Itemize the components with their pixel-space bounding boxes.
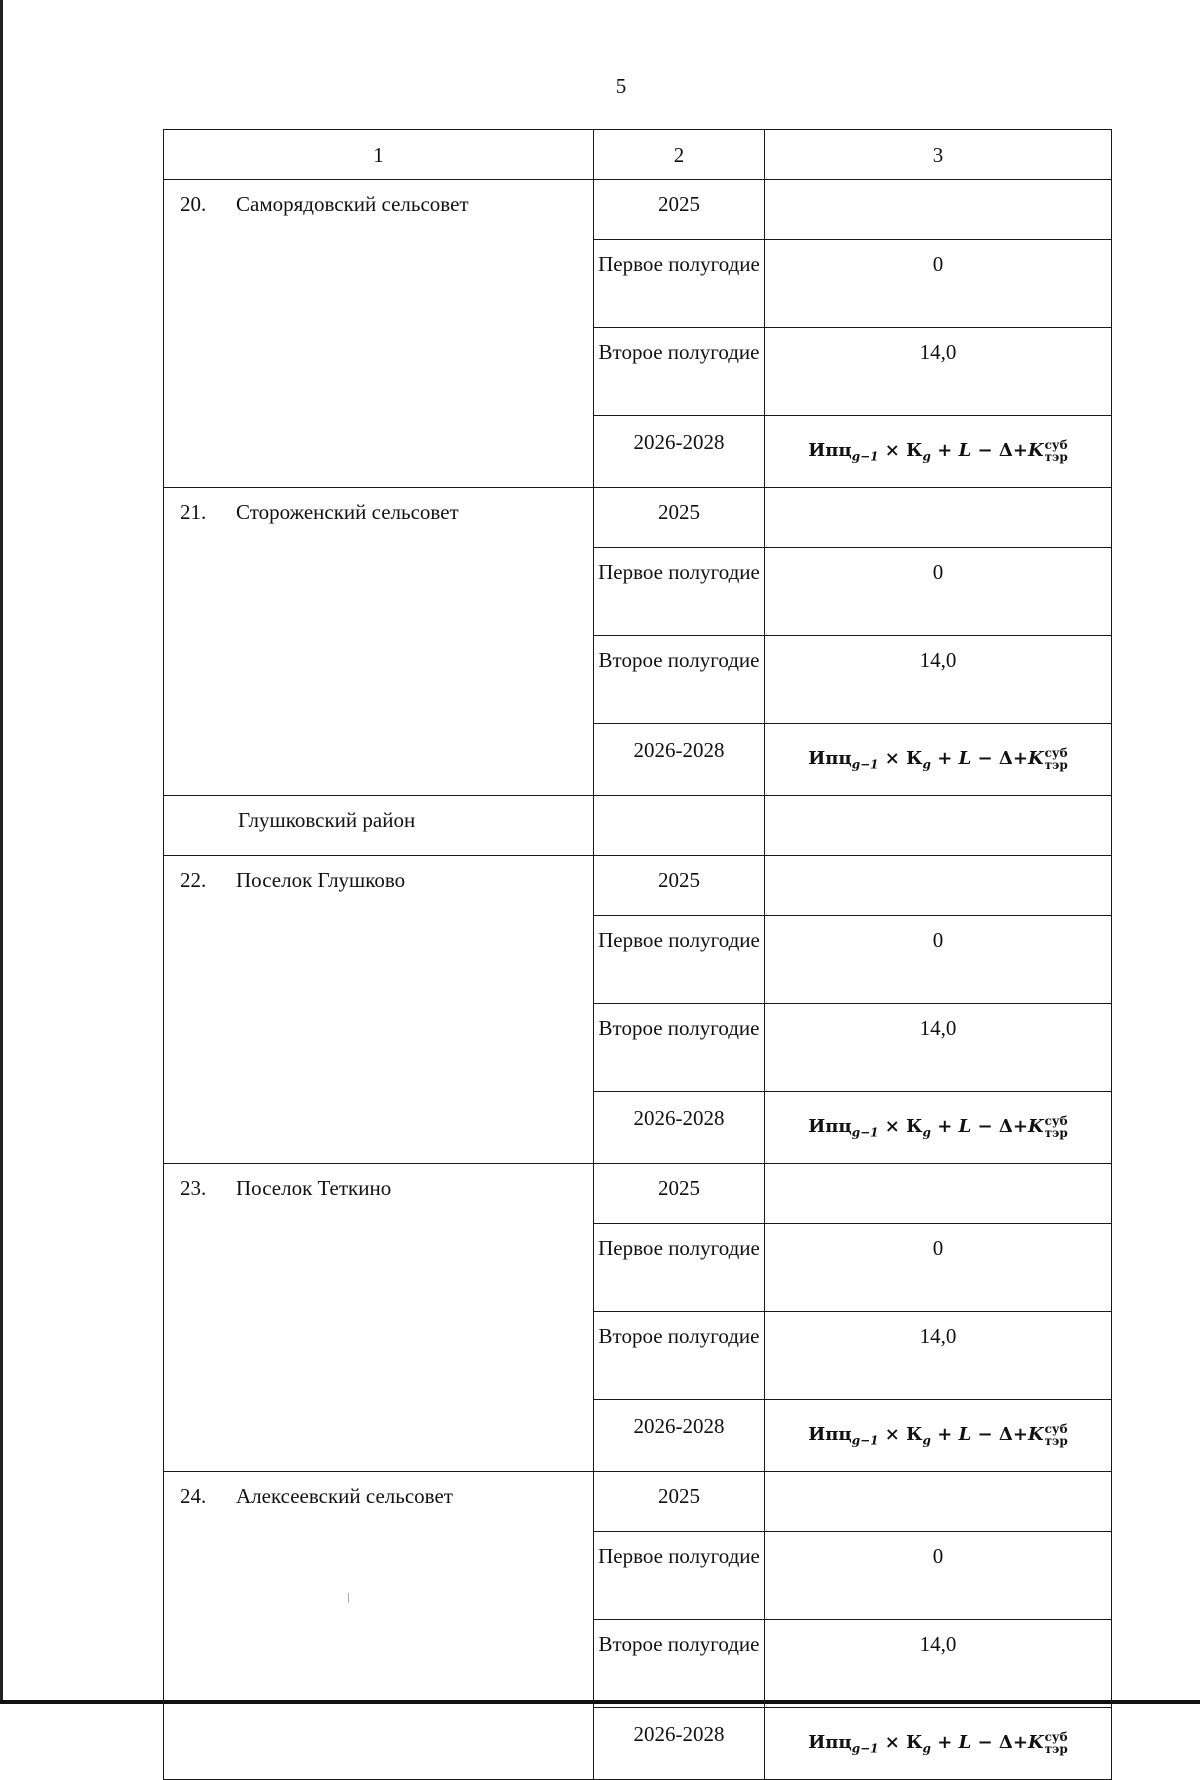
- formula-sub-g-1: g−1: [851, 1433, 879, 1448]
- second-half-value: 14,0: [765, 1004, 1112, 1092]
- formula-l: L: [958, 1115, 972, 1137]
- table-header-row: [164, 130, 1112, 180]
- formula-k: К: [906, 1423, 923, 1445]
- formula-sup-sub: [1045, 439, 1068, 463]
- formula-sup-sub-label: суб: [1044, 1421, 1068, 1436]
- row-number: 20.: [180, 192, 207, 216]
- formula-k: К: [906, 1731, 923, 1753]
- region-empty-cell: [765, 796, 1112, 856]
- first-half-value: 0: [765, 1532, 1112, 1620]
- settlement-name: Саморядовский сельсовет: [236, 192, 469, 216]
- formula-delta: Δ: [998, 1423, 1013, 1445]
- formula-sub-g: g: [922, 1433, 931, 1448]
- formula-k: К: [906, 1115, 923, 1137]
- formula-plus-2: +: [1012, 747, 1028, 769]
- first-half-cell: Первое полугодие: [594, 1532, 765, 1620]
- table-row: [164, 1472, 1112, 1532]
- years-range-cell: 2026-2028: [594, 416, 765, 488]
- row-number: 21.: [180, 500, 207, 524]
- row-number: 24.: [180, 1484, 207, 1508]
- scan-left-edge: [0, 0, 3, 1704]
- first-half-value: 0: [765, 1224, 1112, 1312]
- year-value-cell: [765, 180, 1112, 240]
- formula-k-ter: K: [1027, 1115, 1044, 1137]
- year-cell: 2025: [594, 1164, 765, 1224]
- settlement-name: Стороженский сельсовет: [236, 500, 459, 524]
- row-number: 22.: [180, 868, 207, 892]
- settlement-name-cell: [164, 1472, 594, 1780]
- table-row: [164, 1164, 1112, 1224]
- table-body: [164, 130, 1112, 1780]
- table-row: [164, 180, 1112, 240]
- row-number: 23.: [180, 1176, 207, 1200]
- formula-times: ×: [884, 747, 900, 769]
- formula-ipc: Ипц: [808, 439, 852, 461]
- year-cell: 2025: [594, 180, 765, 240]
- year-value-cell: [765, 856, 1112, 916]
- second-half-value: 14,0: [765, 1312, 1112, 1400]
- region-empty-cell: [594, 796, 765, 856]
- first-half-cell: Первое полугодие: [594, 240, 765, 328]
- year-cell: 2025: [594, 1472, 765, 1532]
- formula-sup-sub: [1045, 1115, 1068, 1139]
- year-value-cell: [765, 1164, 1112, 1224]
- formula-cell: [765, 724, 1112, 796]
- settlement-name: Алексеевский сельсовет: [236, 1484, 453, 1508]
- formula-sub-g: g: [922, 449, 931, 464]
- second-half-cell: Второе полугодие: [594, 1004, 765, 1092]
- formula-cell: [765, 1400, 1112, 1472]
- formula-delta: Δ: [998, 747, 1013, 769]
- formula-k-ter: K: [1027, 439, 1044, 461]
- first-half-cell: Первое полугодие: [594, 916, 765, 1004]
- second-half-cell: Второе полугодие: [594, 328, 765, 416]
- year-cell: 2025: [594, 856, 765, 916]
- second-half-value: 14,0: [765, 636, 1112, 724]
- formula-delta: Δ: [998, 1115, 1013, 1137]
- formula-minus: −: [977, 747, 993, 769]
- region-name: Глушковский район: [164, 796, 594, 856]
- settlement-name-cell: [164, 488, 594, 796]
- formula-plus: +: [937, 1423, 953, 1445]
- formula-times: ×: [884, 439, 900, 461]
- page-number: 5: [615, 74, 627, 98]
- formula-sub-ter: тэр: [1044, 1125, 1068, 1140]
- table-row: [164, 856, 1112, 916]
- year-value-cell: [765, 488, 1112, 548]
- region-row: [164, 796, 1112, 856]
- years-range-cell: 2026-2028: [594, 1708, 765, 1780]
- first-half-cell: Первое полугодие: [594, 1224, 765, 1312]
- formula-sup-sub-label: суб: [1044, 437, 1068, 452]
- formula-minus: −: [977, 1115, 993, 1137]
- tariff-table: [163, 129, 1112, 1780]
- formula-sup-sub: [1045, 1731, 1068, 1755]
- formula-sub-ter: тэр: [1044, 1741, 1068, 1756]
- first-half-value: 0: [765, 240, 1112, 328]
- formula-ipc: Ипц: [808, 1423, 852, 1445]
- settlement-name: Поселок Теткино: [236, 1176, 392, 1200]
- formula-ipc: Ипц: [808, 747, 852, 769]
- formula-plus: +: [937, 747, 953, 769]
- years-range-cell: 2026-2028: [594, 1092, 765, 1164]
- formula-sub-ter: тэр: [1044, 449, 1068, 464]
- second-half-cell: Второе полугодие: [594, 636, 765, 724]
- formula-sub-ter: тэр: [1044, 757, 1068, 772]
- header-col-2: 2: [594, 130, 765, 180]
- formula-delta: Δ: [998, 439, 1013, 461]
- formula-ipc: Ипц: [808, 1115, 852, 1137]
- formula-plus-2: +: [1012, 1731, 1028, 1753]
- formula-l: L: [958, 439, 972, 461]
- formula-minus: −: [977, 1731, 993, 1753]
- formula-plus: +: [937, 1115, 953, 1137]
- formula-sub-g: g: [922, 1741, 931, 1756]
- formula-cell: [765, 416, 1112, 488]
- settlement-name-cell: [164, 180, 594, 488]
- formula-plus-2: +: [1012, 439, 1028, 461]
- formula-delta: Δ: [998, 1731, 1013, 1753]
- formula-times: ×: [884, 1423, 900, 1445]
- formula-l: L: [958, 1731, 972, 1753]
- first-half-value: 0: [765, 548, 1112, 636]
- formula-k-ter: K: [1027, 747, 1044, 769]
- table-row: [164, 488, 1112, 548]
- formula-cell: [765, 1092, 1112, 1164]
- formula-l: L: [958, 1423, 972, 1445]
- formula-plus-2: +: [1012, 1115, 1028, 1137]
- formula-ipc: Ипц: [808, 1731, 852, 1753]
- formula-l: L: [958, 747, 972, 769]
- formula-minus: −: [977, 439, 993, 461]
- formula-k: К: [906, 747, 923, 769]
- first-half-cell: Первое полугодие: [594, 548, 765, 636]
- formula-sub-g: g: [922, 1125, 931, 1140]
- formula-sup-sub: [1045, 747, 1068, 771]
- second-half-cell: Второе полугодие: [594, 1312, 765, 1400]
- settlement-name: Поселок Глушково: [236, 868, 406, 892]
- formula-sub-g-1: g−1: [851, 757, 879, 772]
- header-col-3: 3: [765, 130, 1112, 180]
- year-cell: 2025: [594, 488, 765, 548]
- formula-plus-2: +: [1012, 1423, 1028, 1445]
- settlement-name-cell: [164, 856, 594, 1164]
- formula-k-ter: K: [1027, 1423, 1044, 1445]
- formula-minus: −: [977, 1423, 993, 1445]
- formula-plus: +: [937, 439, 953, 461]
- formula-plus: +: [937, 1731, 953, 1753]
- formula-times: ×: [884, 1731, 900, 1753]
- formula-sup-sub-label: суб: [1044, 1729, 1068, 1744]
- second-half-value: 14,0: [765, 1620, 1112, 1708]
- formula-sub-g-1: g−1: [851, 1125, 879, 1140]
- second-half-cell: Второе полугодие: [594, 1620, 765, 1708]
- first-half-value: 0: [765, 916, 1112, 1004]
- formula-sub-g: g: [922, 757, 931, 772]
- formula-cell: [765, 1708, 1112, 1780]
- settlement-name-cell: [164, 1164, 594, 1472]
- formula-sub-g-1: g−1: [851, 449, 879, 464]
- formula-sub-g-1: g−1: [851, 1741, 879, 1756]
- second-half-value: 14,0: [765, 328, 1112, 416]
- formula-sup-sub-label: суб: [1044, 745, 1068, 760]
- year-value-cell: [765, 1472, 1112, 1532]
- formula-k: К: [906, 439, 923, 461]
- years-range-cell: 2026-2028: [594, 1400, 765, 1472]
- years-range-cell: 2026-2028: [594, 724, 765, 796]
- formula-sup-sub: [1045, 1423, 1068, 1447]
- formula-k-ter: K: [1027, 1731, 1044, 1753]
- formula-times: ×: [884, 1115, 900, 1137]
- formula-sub-ter: тэр: [1044, 1433, 1068, 1448]
- formula-sup-sub-label: суб: [1044, 1113, 1068, 1128]
- header-col-1: 1: [164, 130, 594, 180]
